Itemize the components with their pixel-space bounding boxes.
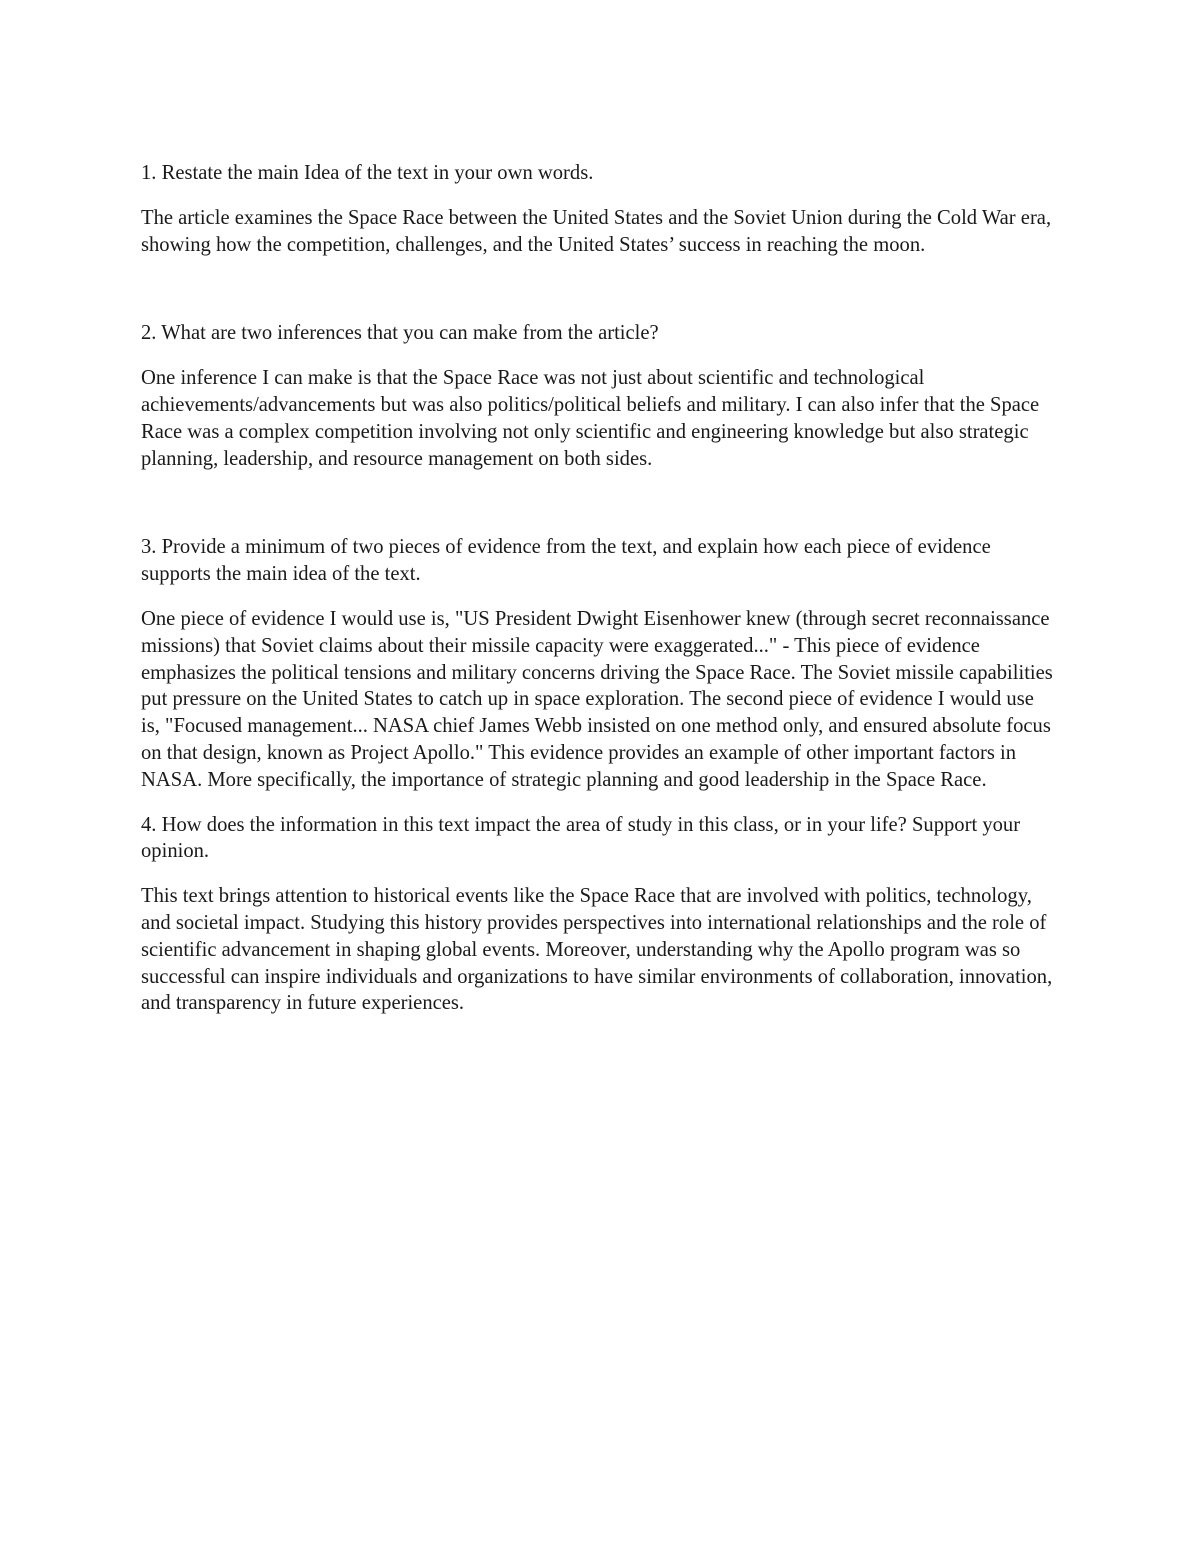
- answer-4: This text brings attention to historical events like the Space Race that are involved with politics, technology, and societal impact. Studying this history provides perspectives into international relationships and the role of scientific advancement in shaping global events. Moreover, understanding why the Apollo program was so successful can inspire individuals and organizations to have similar environments of collaboration, innovation, and transparency in future experiences.: [141, 885, 1053, 1015]
- spacer: [141, 794, 1056, 812]
- answer-3: One piece of evidence I would use is, "US President Dwight Eisenhower knew (through secret reconnaissance missions) that Soviet claims about their missile capacity were exaggerated..." - This piece of evidence emphasizes the political tensions and military concerns driving the Space Race. The Soviet missile capabilities put pressure on the United States to catch up in space exploration. The second piece of evidence I would use is, "Focused management... NASA chief James Webb insisted on one method only, and ensured absolute focus on that design, known as Project Apollo." This evidence provides an example of other important factors in NASA. More specifically, the importance of strategic planning and good leadership in the Space Race.: [141, 607, 1053, 791]
- question-section-1: [141, 160, 1056, 258]
- question-section-3: [141, 534, 1056, 793]
- spacer: [141, 472, 1056, 534]
- question-2: 2. What are two inferences that you can make from the article?: [141, 322, 659, 345]
- spacer: [141, 258, 1056, 320]
- question-4: 4. How does the information in this text impact the area of study in this class, or in your life? Support your opinion.: [141, 813, 1021, 863]
- question-1: 1. Restate the main Idea of the text in your own words.: [141, 162, 594, 184]
- answer-2: One inference I can make is that the Space Race was not just about scientific and technological achievements/advancements but was also politics/political beliefs and military. I can also infer that the Space Race was a complex competition involving not only scientific and engineering knowledge but also strategic planning, leadership, and resource management on both sides.: [141, 367, 1040, 470]
- question-section-4: [141, 812, 1056, 1018]
- question-3: 3. Provide a minimum of two pieces of evidence from the text, and explain how each piece of evidence supports the main idea of the text.: [141, 536, 991, 586]
- document-page: [141, 160, 1056, 1017]
- answer-1: The article examines the Space Race between the United States and the Soviet Union during the Cold War era, showing how the competition, challenges, and the United States’ success in reaching the moon.: [141, 206, 1052, 256]
- question-section-2: [141, 320, 1056, 472]
